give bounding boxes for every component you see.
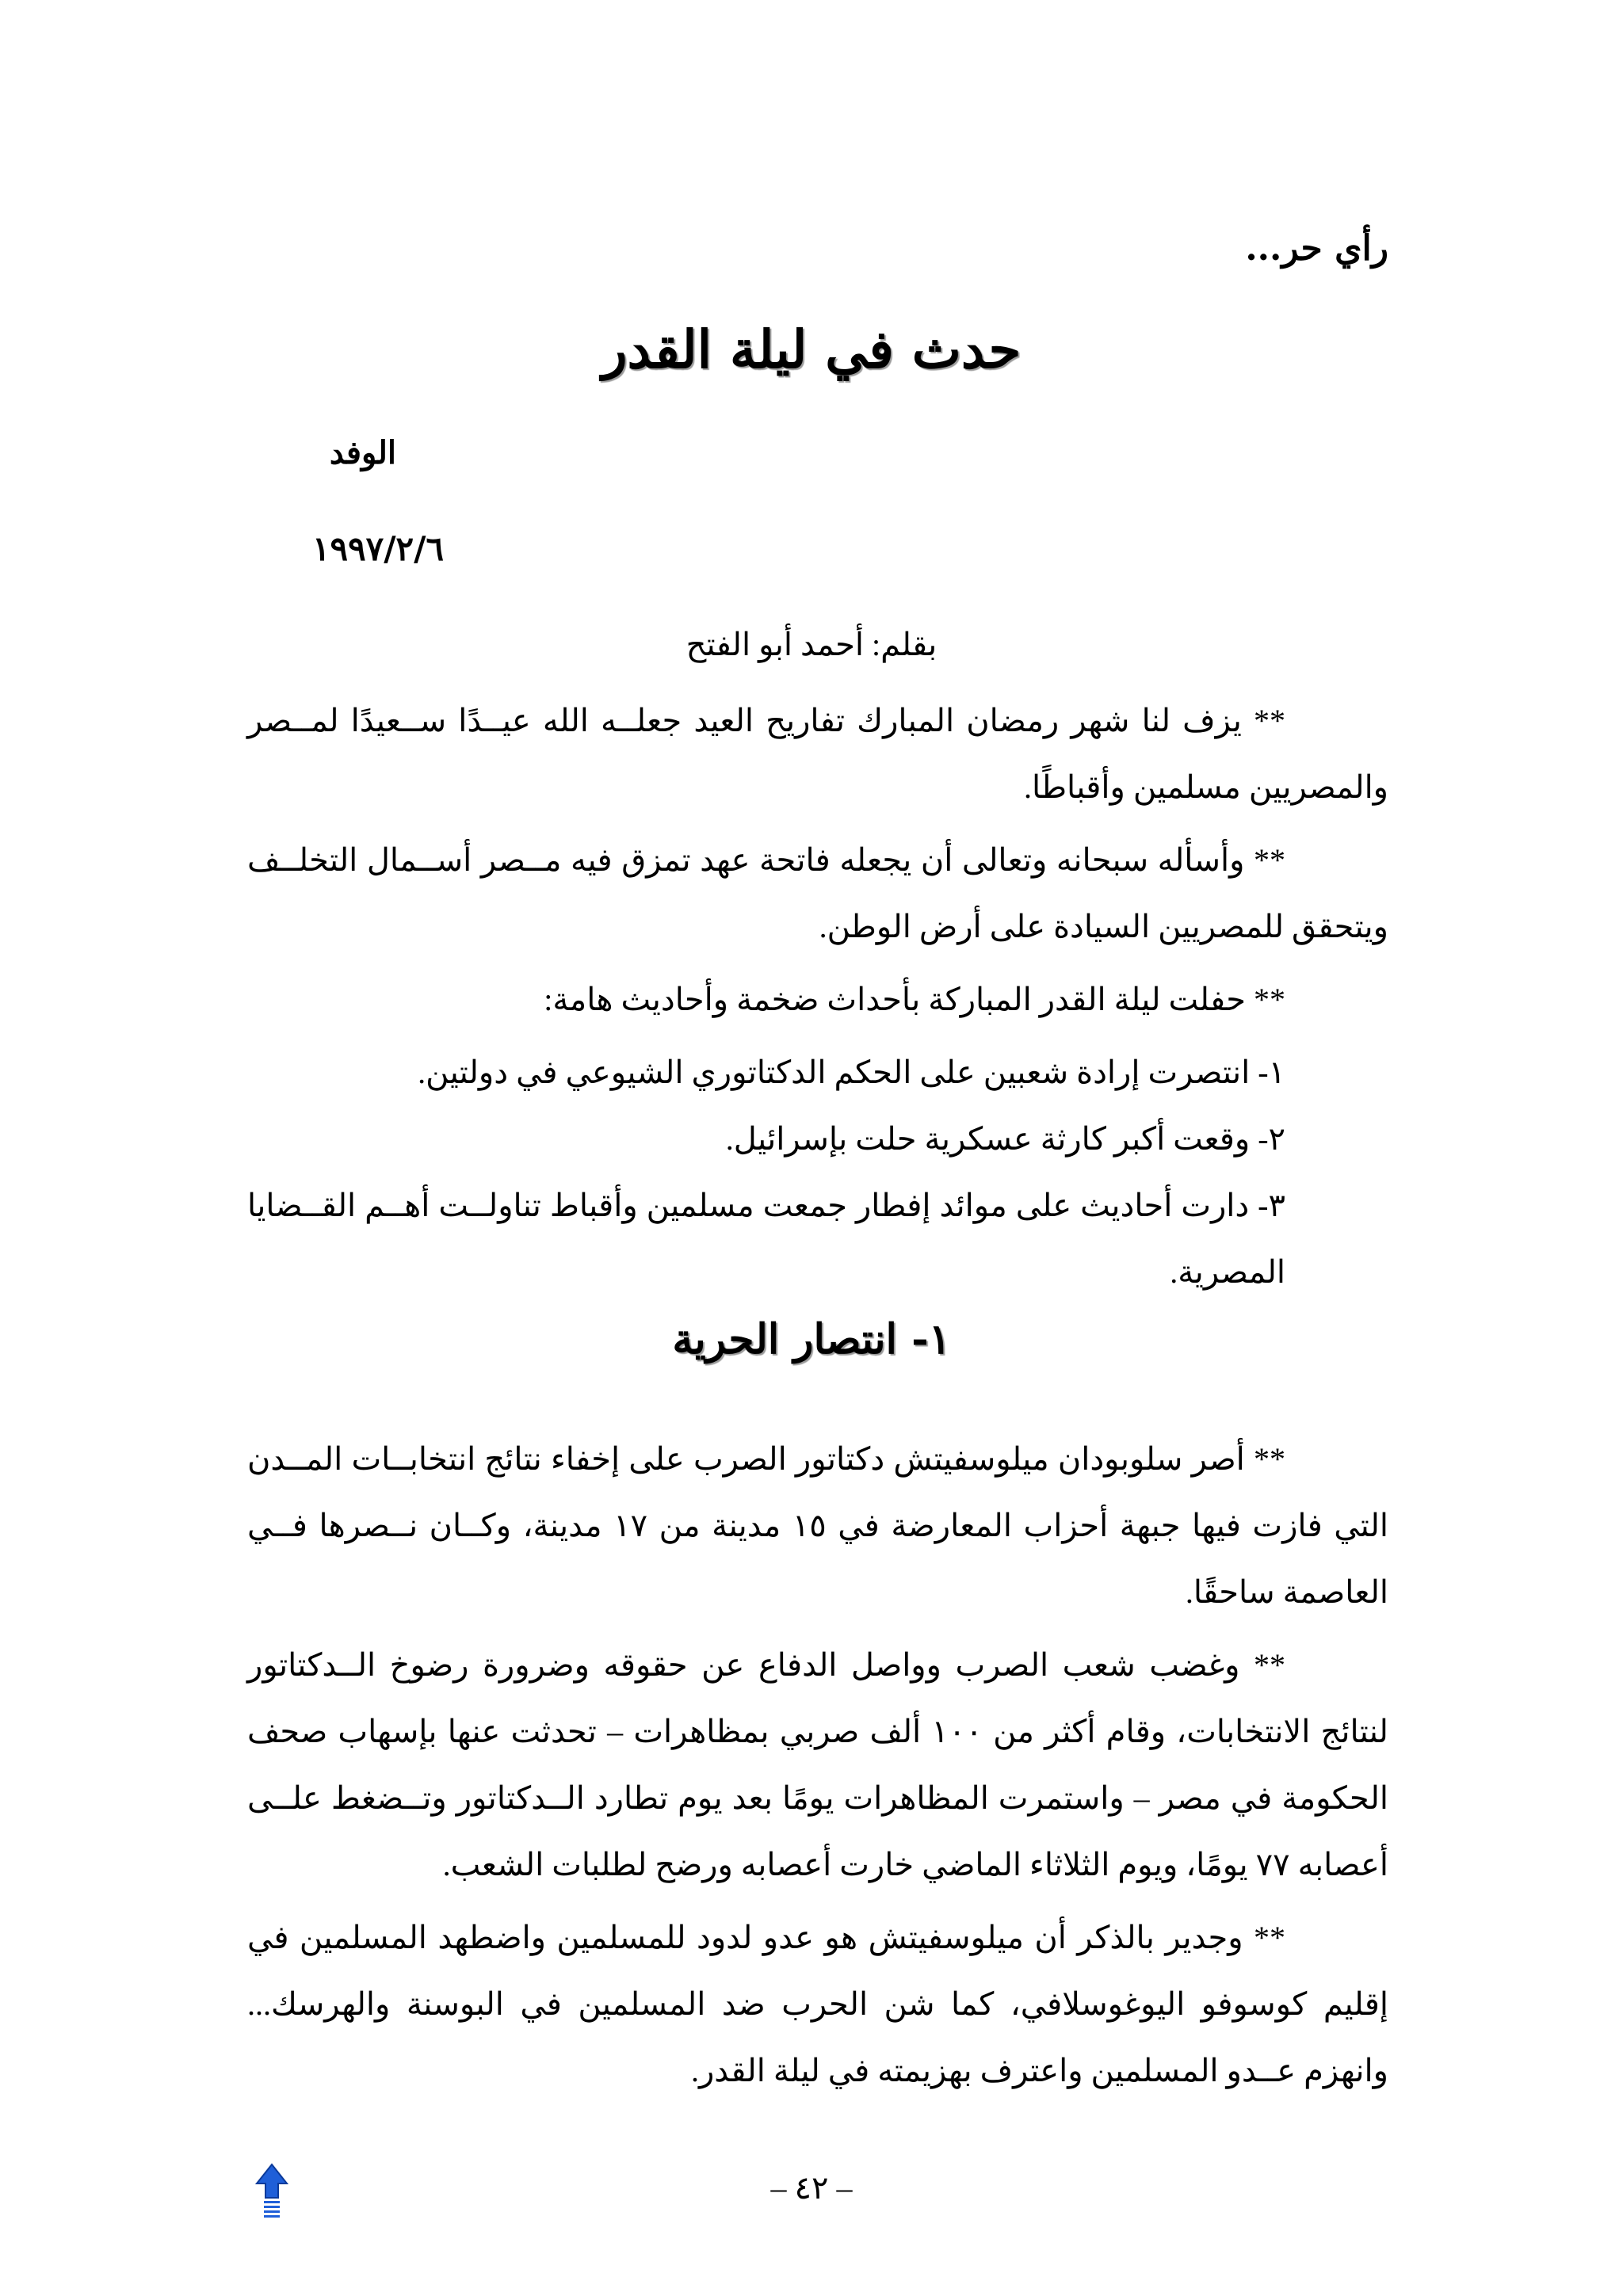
section-label: رأي حر...: [1245, 228, 1388, 269]
publication-date: ١٩٩٧/٢/٦: [311, 529, 444, 568]
page-number: – ٤٢ –: [770, 2170, 853, 2206]
author-byline: بقلم: أحمد أبو الفتح: [685, 627, 938, 662]
section-paragraph: ** أصر سلوبودان ميلوسفيتش دكتاتور الصرب على إخفاء نتائج انتخابــات المــدن التي فازت فيها جبهة أحزاب المعارضة في ١٥ مدينة من ١٧ مدينة، وكــان نــصرها فــي العاصمة ساحقًا.: [247, 1441, 1388, 1610]
intro-paragraph: ** يزف لنا شهر رمضان المبارك تفاريح العيد جعلــه الله عيــدًا ســعيدًا لمــصر والمصريين مسلمين وأقباطًا.: [247, 703, 1388, 805]
section-heading: ١- انتصار الحرية: [672, 1315, 951, 1363]
section-body: [247, 1426, 1388, 2111]
intro-paragraph: ** حفلت ليلة القدر المباركة بأحداث ضخمة وأحاديث هامة:: [544, 982, 1285, 1017]
list-item: ١- انتصرت إرادة شعبين على الحكم الدكتاتوري الشيوعي في دولتين.: [418, 1055, 1285, 1090]
section-paragraph: ** وجدير بالذكر أن ميلوسفيتش هو عدو لدود للمسلمين واضطهد المسلمين في إقليم كوسوفو اليوغوسلافي، كما شن الحرب ضد المسلمين في البوسنة والهرسك... وانهزم عــدو المسلمين واعترف بهزيمته في ليلة القدر.: [247, 1920, 1388, 2088]
intro-paragraph: ** وأسأله سبحانه وتعالى أن يجعله فاتحة عهد تمزق فيه مــصر أســمال التخلــف ويتحقق للمصريين السيادة على أرض الوطن.: [247, 842, 1388, 944]
list-item: ٢- وقعت أكبر كارثة عسكرية حلت بإسرائيل.: [725, 1121, 1285, 1157]
list-item: ٣- دارت أحاديث على موائد إفطار جمعت مسلمين وأقباط تناولــت أهــم القــضايا المصرية.: [247, 1188, 1285, 1290]
article-title: حدث في ليلة القدر: [601, 318, 1022, 380]
newspaper-source: الوفد: [329, 434, 396, 471]
section-paragraph: ** وغضب شعب الصرب وواصل الدفاع عن حقوقه وضرورة رضوخ الــدكتاتور لنتائج الانتخابات، وقام أكثر من ١٠٠ ألف صربي بمظاهرات – تحدثت عنها بإسهاب صحف الحكومة في مصر – واستمرت المظاهرات يومًا بعد يوم تطارد الــدكتاتور وتــضغط علــى أعصابه ٧٧ يومًا، ويوم الثلاثاء الماضي خارت أعصابه ورضح لطلبات الشعب.: [247, 1647, 1388, 1882]
intro-block: [247, 688, 1388, 1306]
